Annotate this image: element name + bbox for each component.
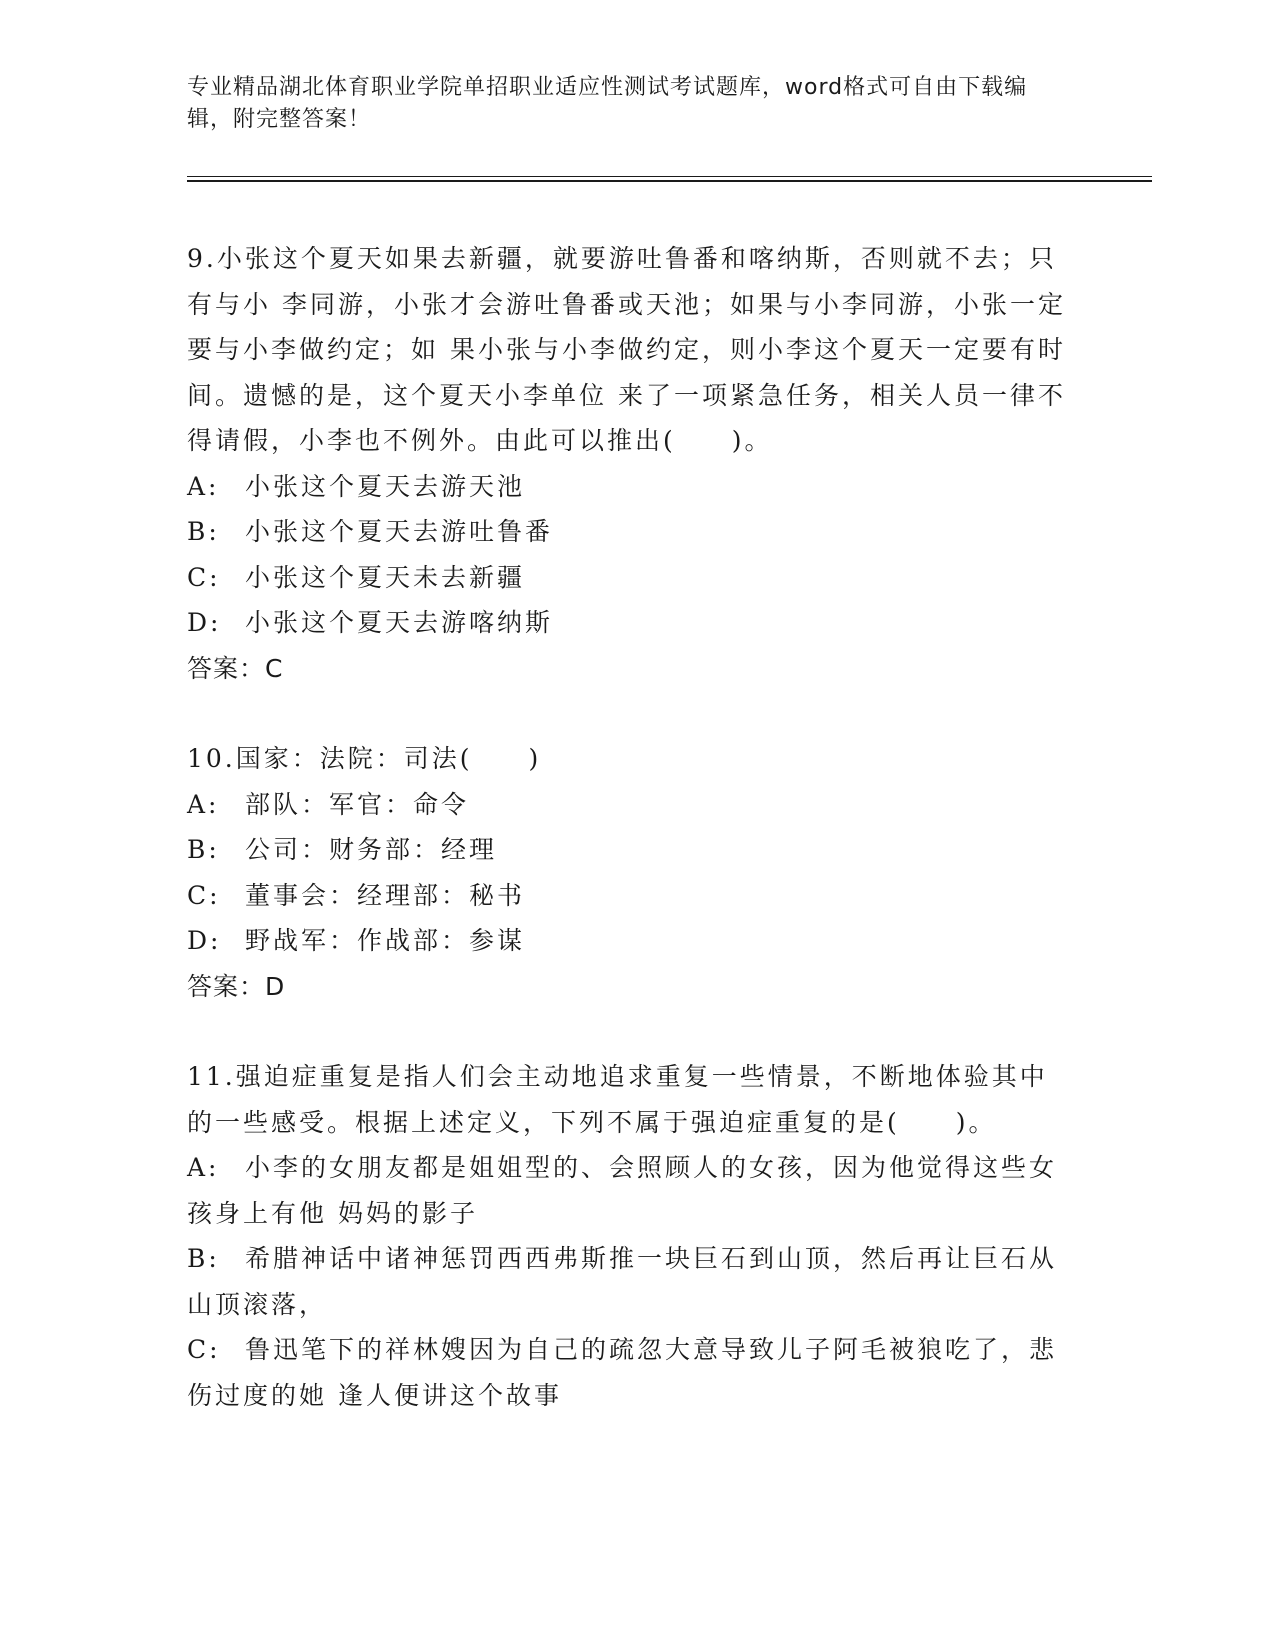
option-text: 小李的女朋友都是姐姐型的、会照顾人的女孩，因为他觉得这些女孩身上有他 妈妈的影子 bbox=[187, 1153, 1058, 1228]
option-a bbox=[187, 782, 1067, 828]
option-text: 部队：军官：命令 bbox=[245, 789, 470, 819]
option-text: 希腊神话中诸神惩罚西西弗斯推一块巨石到山顶，然后再让巨石从山顶滚落， bbox=[187, 1244, 1058, 1319]
option-a bbox=[187, 464, 1067, 510]
page-header: 专业精品湖北体育职业学院单招职业适应性测试考试题库，word格式可自由下载编辑，附完整答案！ bbox=[187, 75, 1028, 132]
option-b bbox=[187, 827, 1067, 873]
header-rule-thick bbox=[187, 180, 1152, 182]
question-9 bbox=[187, 236, 1067, 691]
option-text: 小张这个夏天去游天池 bbox=[245, 471, 526, 501]
option-text: 小张这个夏天去游喀纳斯 bbox=[245, 608, 554, 637]
question-stem: 10.国家：法院：司法( ) bbox=[187, 744, 542, 773]
option-letter: B: bbox=[187, 517, 220, 546]
option-text: 小张这个夏天去游吐鲁番 bbox=[245, 517, 554, 546]
option-letter: D: bbox=[187, 608, 222, 637]
question-list bbox=[187, 236, 1067, 1463]
question-10 bbox=[187, 736, 1067, 1009]
question-stem: 11.强迫症重复是指人们会主动地追求重复一些情景，不断地体验其中的一些感受。根据上述定义，下列不属于强迫症重复的是( )。 bbox=[187, 1062, 1048, 1137]
answer-line: 答案：D bbox=[187, 971, 286, 1001]
option-letter: A: bbox=[187, 789, 220, 819]
option-text: 鲁迅笔下的祥林嫂因为自己的疏忽大意导致儿子阿毛被狼吃了，悲伤过度的她 逢人便讲这个故事 bbox=[187, 1335, 1058, 1410]
header-rule-thin bbox=[187, 176, 1152, 177]
option-letter: C: bbox=[187, 880, 221, 910]
option-text: 小张这个夏天未去新疆 bbox=[245, 562, 526, 592]
option-text: 野战军：作战部：参谋 bbox=[245, 926, 526, 955]
option-letter: C: bbox=[187, 1335, 221, 1364]
question-11 bbox=[187, 1054, 1067, 1418]
option-letter: A: bbox=[187, 1153, 220, 1182]
option-letter: B: bbox=[187, 835, 220, 864]
option-text: 公司：财务部：经理 bbox=[245, 835, 498, 864]
option-a bbox=[187, 1145, 1067, 1236]
option-b bbox=[187, 509, 1067, 555]
option-c bbox=[187, 873, 1067, 919]
option-d bbox=[187, 918, 1067, 964]
option-letter: B: bbox=[187, 1244, 220, 1273]
answer-line: 答案：C bbox=[187, 653, 284, 683]
option-text: 董事会：经理部：秘书 bbox=[245, 880, 526, 910]
option-letter: C: bbox=[187, 562, 221, 592]
option-b bbox=[187, 1236, 1067, 1327]
option-letter: A: bbox=[187, 471, 220, 501]
option-c bbox=[187, 1327, 1067, 1418]
question-stem: 9.小张这个夏天如果去新疆，就要游吐鲁番和喀纳斯，否则就不去；只有与小 李同游，小张才会游吐鲁番或天池；如果与小李同游，小张一定要与小李做约定；如 果小张与小李做约定，则小李这个夏天一定要有时间。遗憾的是，这个夏天小李单位 来了一项紧急任务，相关人员一律不得请假，小李也不例外。由此可以推出( )。 bbox=[187, 244, 1066, 455]
option-d bbox=[187, 600, 1067, 646]
option-c bbox=[187, 555, 1067, 601]
option-letter: D: bbox=[187, 926, 222, 955]
